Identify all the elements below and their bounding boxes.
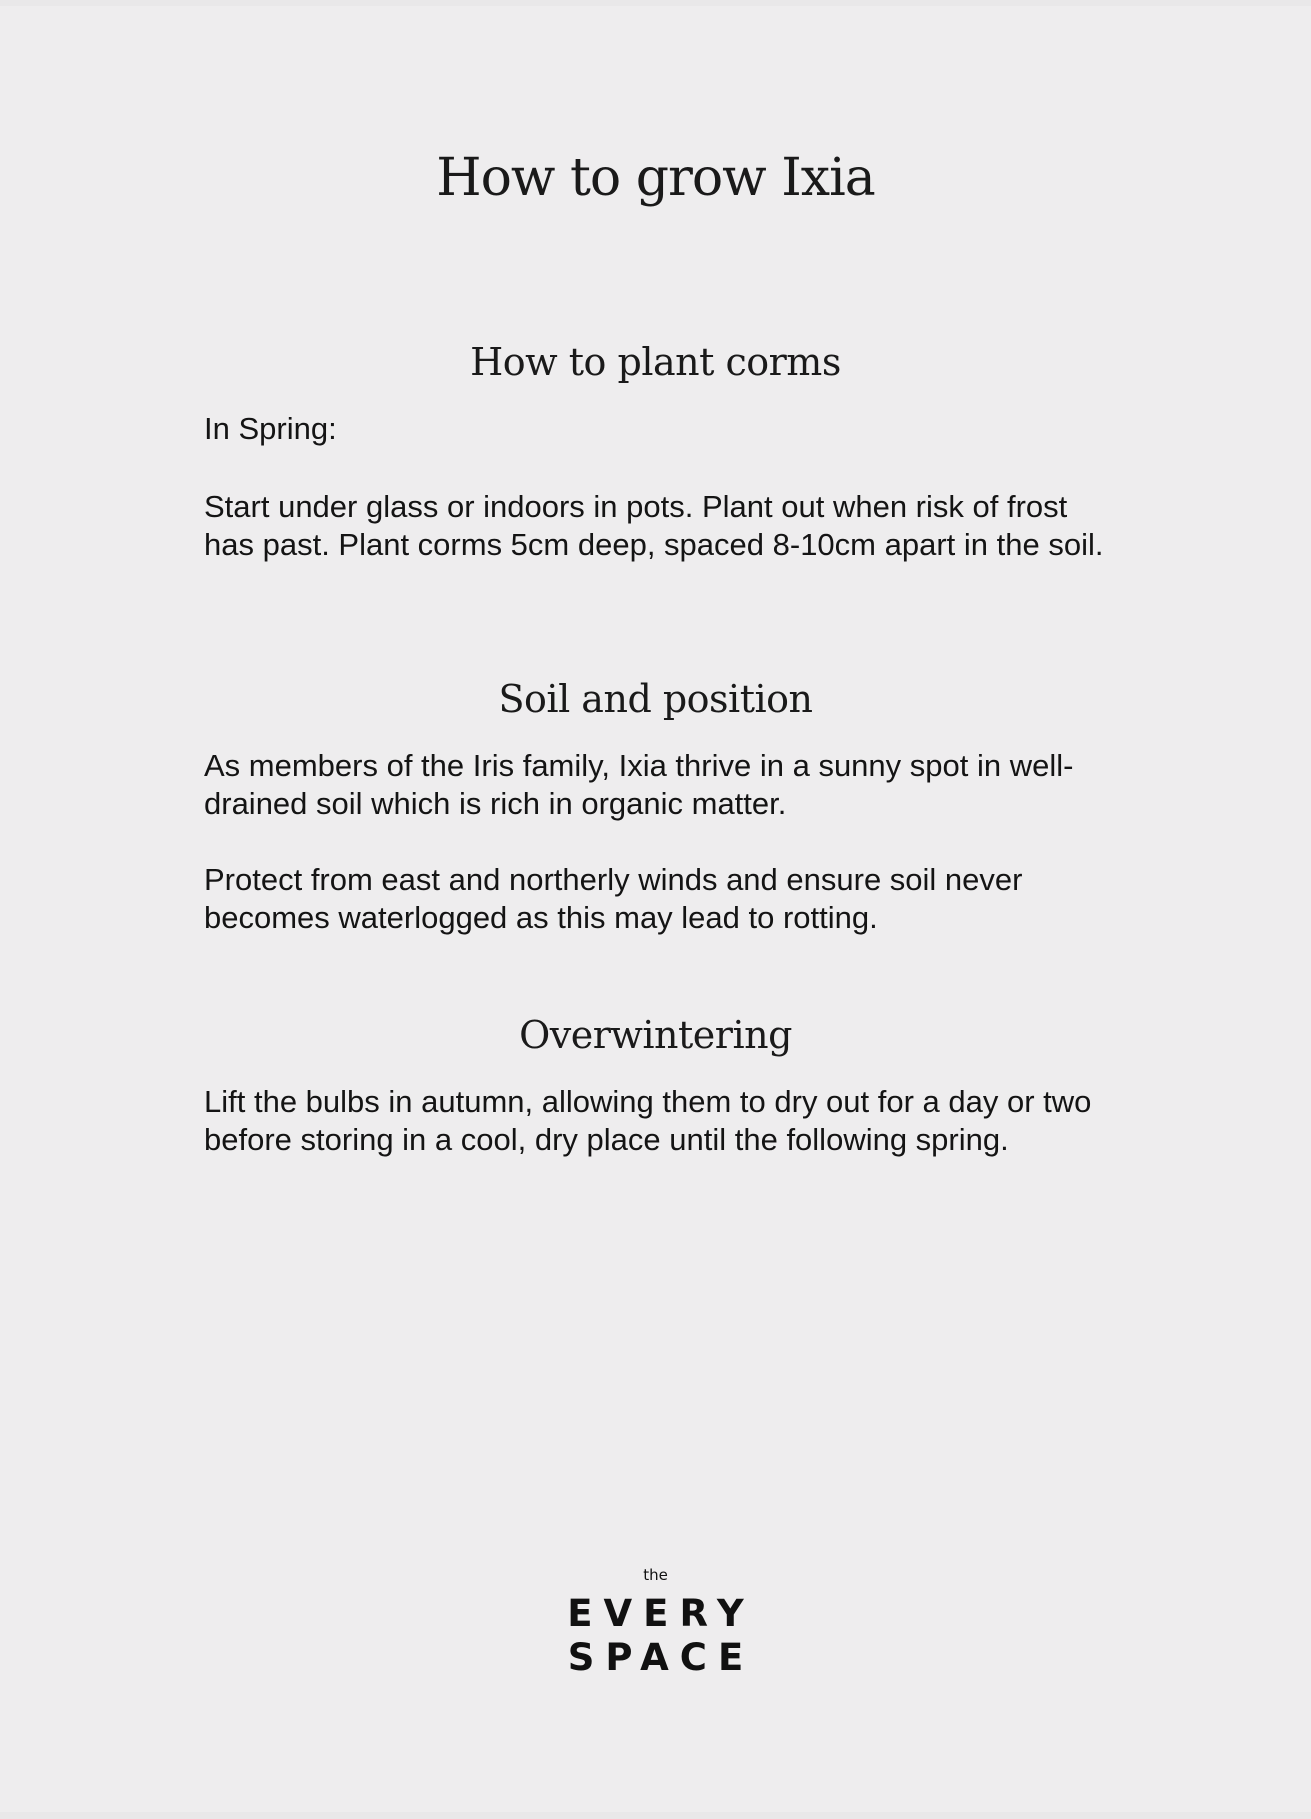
paragraph-in-spring: In Spring: <box>204 411 337 446</box>
paragraph-wind-protection: Protect from east and northerly winds and ensure soil never becomes waterlogged as this may lead to rotting. <box>204 862 1023 935</box>
paragraph-planting-instructions: Start under glass or indoors in pots. Plant out when risk of frost has past. Plant corms 5cm deep, spaced 8-10cm apart in the soil. <box>204 489 1104 562</box>
document-page <box>0 6 1311 1812</box>
paragraph-overwintering: Lift the bulbs in autumn, allowing them to dry out for a day or two before storing in a cool, dry place until the following spring. <box>204 1084 1092 1157</box>
section-heading-overwintering: Overwintering <box>519 1013 792 1057</box>
paragraph-soil-requirements: As members of the Iris family, Ixia thrive in a sunny spot in well-drained soil which is rich in organic matter. <box>204 748 1074 821</box>
section-heading-plant-corms: How to plant corms <box>470 340 841 384</box>
page-title: How to grow Ixia <box>436 148 875 208</box>
logo-every-text: EVERY <box>567 1592 755 1635</box>
section-heading-soil-position: Soil and position <box>498 677 813 721</box>
logo-the-text: the <box>643 1566 668 1584</box>
brand-logo <box>0 1566 1311 1680</box>
logo-space-text: SPACE <box>567 1636 755 1679</box>
